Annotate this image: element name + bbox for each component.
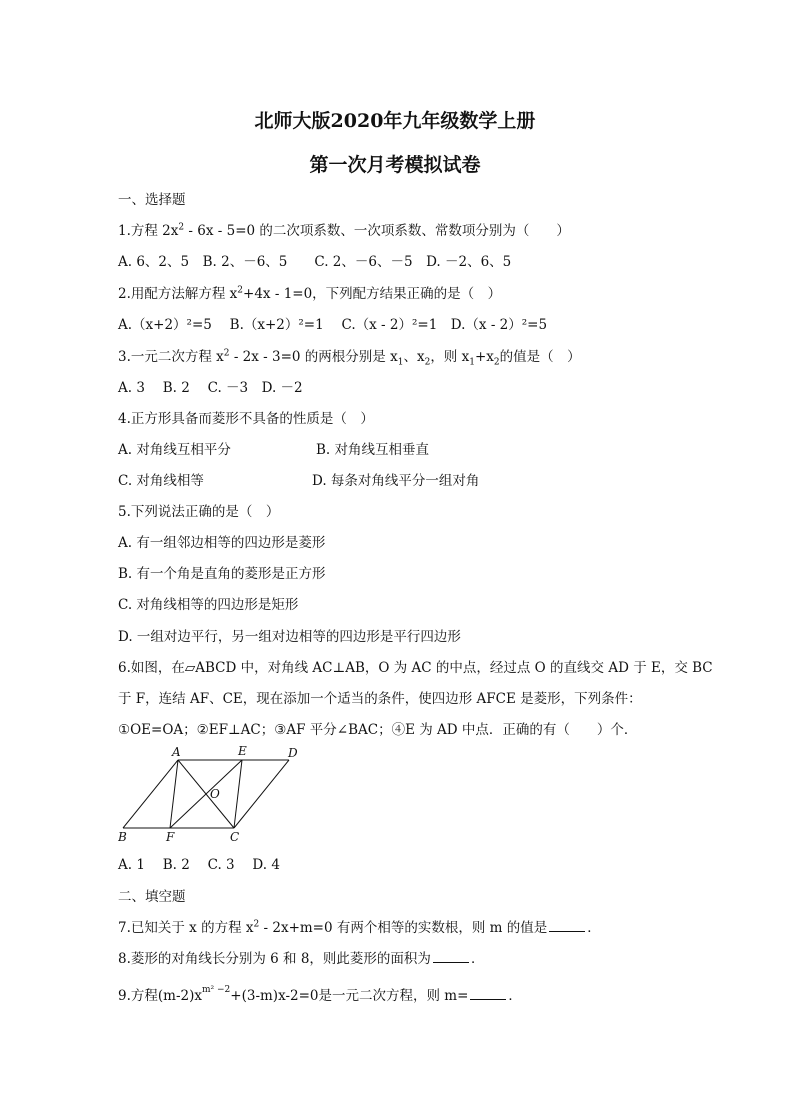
section-heading-fill: 二、填空题	[118, 889, 186, 905]
label-b: B	[118, 830, 127, 842]
question-6-stem-line-2: 于 F，连结 AF、CE，现在添加一个适当的条件，使四边形 AFCE 是菱形，下列条件：	[118, 691, 642, 707]
question-4-option-a: A. 对角线互相平分	[118, 442, 231, 458]
label-e: E	[238, 744, 247, 758]
question-4-option-b: B. 对角线互相垂直	[316, 442, 430, 458]
segment-ef	[170, 760, 242, 828]
answer-blank	[433, 950, 469, 963]
answer-blank	[470, 987, 506, 1000]
question-6-stem-line-1: 6.如图，在▱ABCD 中，对角线 AC⊥AB，O 为 AC 的中点，经过点 O 的直线交 AD 于 E，交 BC	[118, 660, 713, 676]
question-5-option-a: A. 有一组邻边相等的四边形是菱形	[118, 535, 326, 551]
label-d: D	[288, 746, 298, 760]
parallelogram-figure	[118, 742, 308, 842]
question-4-stem: 4.正方形具备而菱形不具备的性质是（ ）	[118, 411, 374, 427]
question-1-options: A. 6、2、5 B. 2、－6、5 C. 2、－6、－5 D. －2、6、5	[118, 254, 512, 270]
question-2-options: A.（x+2）²=5 B.（x+2）²=1 C.（x - 2）²=1 D.（x - 2）²=5	[118, 317, 548, 333]
question-3-stem: 3.一元二次方程 $x^2 - 2x - 3=0$ 的两根分别是 $x_1$、$x_2$，则 $x_1+x_2$的值是（ ）	[118, 348, 581, 368]
question-7-stem: 7.已知关于 x 的方程 $x^2 - 2x+m=0$ 有两个相等的实数根，则 m 的值是 ．	[118, 919, 601, 936]
question-9-stem: 9.方程$(m-2)x^{m^2 -2}+(3-m)x-2=0$是一元二次方程，则 m= ．	[118, 984, 522, 1004]
section-heading-choice: 一、选择题	[118, 192, 186, 208]
segment-af	[170, 760, 178, 828]
question-2-stem: 2.用配方法解方程 $x^2+4x - 1=0$，下列配方结果正确的是（ ）	[118, 285, 502, 302]
question-5-option-c: C. 对角线相等的四边形是矩形	[118, 597, 299, 613]
label-c: C	[230, 830, 240, 842]
answer-blank	[549, 919, 585, 932]
label-f: F	[166, 830, 175, 842]
document-subtitle: 第一次月考模拟试卷	[309, 154, 481, 176]
question-1-stem: 1.方程 $2x^2 - 6x - 5=0$ 的二次项系数、一次项系数、常数项分别为（ ）	[118, 222, 570, 239]
document-title: 北师大版2020年九年级数学上册	[254, 110, 536, 132]
label-a: A	[172, 745, 181, 759]
question-5-stem: 5.下列说法正确的是（ ）	[118, 504, 280, 520]
question-4-option-c: C. 对角线相等	[118, 473, 204, 489]
question-8-stem: 8.菱形的对角线长分别为 6 和 8，则此菱形的面积为 ．	[118, 951, 485, 967]
segment-cd	[234, 760, 289, 828]
question-4-option-d: D. 每条对角线平分一组对角	[312, 473, 480, 489]
question-6-stem-line-3: ①OE=OA；②EF⊥AC；③AF 平分∠BAC；④E 为 AD 中点．正确的有（ ）个．	[118, 722, 638, 738]
question-6-options: A. 1 B. 2 C. 3 D. 4	[118, 857, 280, 873]
segment-ab	[123, 760, 178, 828]
label-o: O	[210, 787, 220, 801]
question-5-option-d: D. 一组对边平行，另一组对边相等的四边形是平行四边形	[118, 629, 461, 645]
question-3-options: A. 3 B. 2 C. －3 D. －2	[118, 380, 303, 396]
question-5-option-b: B. 有一个角是直角的菱形是正方形	[118, 566, 326, 582]
segment-ce	[234, 760, 242, 828]
